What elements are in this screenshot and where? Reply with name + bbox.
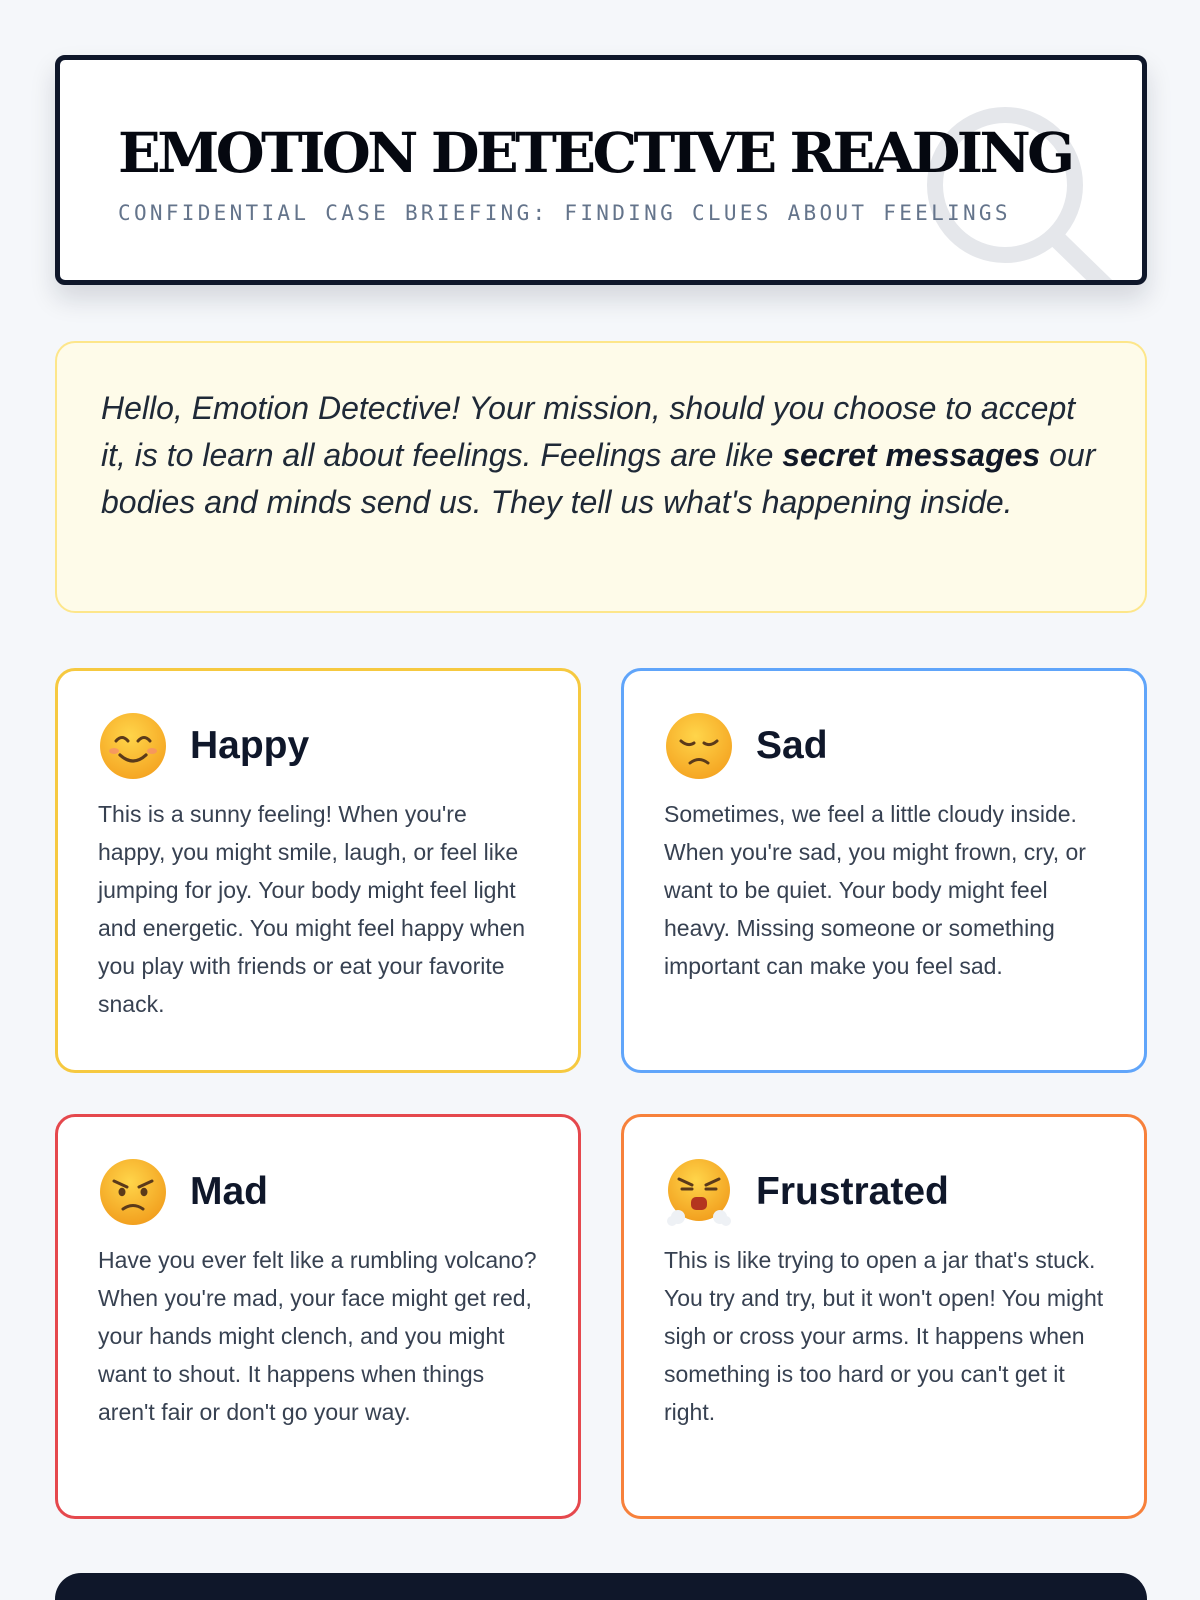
dark-section (55, 1573, 1147, 1600)
emotion-card-mad (55, 1114, 581, 1519)
emotion-description: Have you ever felt like a rumbling volcano? When you're mad, your face might get red, your hands might clench, and you might want to shout. It happens when things aren't fair or don't go your way. (98, 1247, 537, 1425)
intro-emphasis: secret messages (782, 437, 1041, 473)
emotion-title: Frustrated (756, 1170, 949, 1213)
intro-text-end: our bodies and minds send us. They tell us what's happening inside. (101, 437, 1096, 520)
case-header (55, 55, 1147, 285)
emotion-description: Sometimes, we feel a little cloudy inside. When you're sad, you might frown, cry, or want to be quiet. Your body might feel heavy. Missing someone or something important can make you feel sad. (664, 801, 1086, 979)
emotion-card-happy (55, 668, 581, 1073)
angry-face-icon (98, 1157, 168, 1227)
emotion-description: This is like trying to open a jar that's stuck. You try and try, but it won't open! You might sigh or cross your arms. It happens when something is too hard or you can't get it right. (664, 1247, 1104, 1425)
smiling-face-icon (98, 711, 168, 781)
emotion-title: Mad (190, 1170, 268, 1213)
page-subtitle: CONFIDENTIAL CASE BRIEFING: FINDING CLUES ABOUT FEELINGS (118, 201, 1011, 225)
page-title: EMOTION DETECTIVE READING (118, 120, 1072, 185)
emotion-title: Happy (190, 724, 310, 767)
intro-text-start: Hello, Emotion Detective! Your mission, should you choose to accept it, is to learn all about feelings. Feelings are like (101, 390, 1076, 473)
disappointed-face-icon (664, 711, 734, 781)
intro-paragraph (101, 385, 1101, 526)
emotion-title: Sad (756, 724, 828, 767)
mission-intro (55, 341, 1147, 613)
face-with-steam-icon (664, 1157, 734, 1227)
emotion-description: This is a sunny feeling! When you're happy, you might smile, laugh, or feel like jumping for joy. Your body might feel light and energetic. You might feel happy when you play with friends or eat your favorite snack. (98, 801, 526, 1017)
emotion-card-sad (621, 668, 1147, 1073)
emotion-card-frustrated (621, 1114, 1147, 1519)
